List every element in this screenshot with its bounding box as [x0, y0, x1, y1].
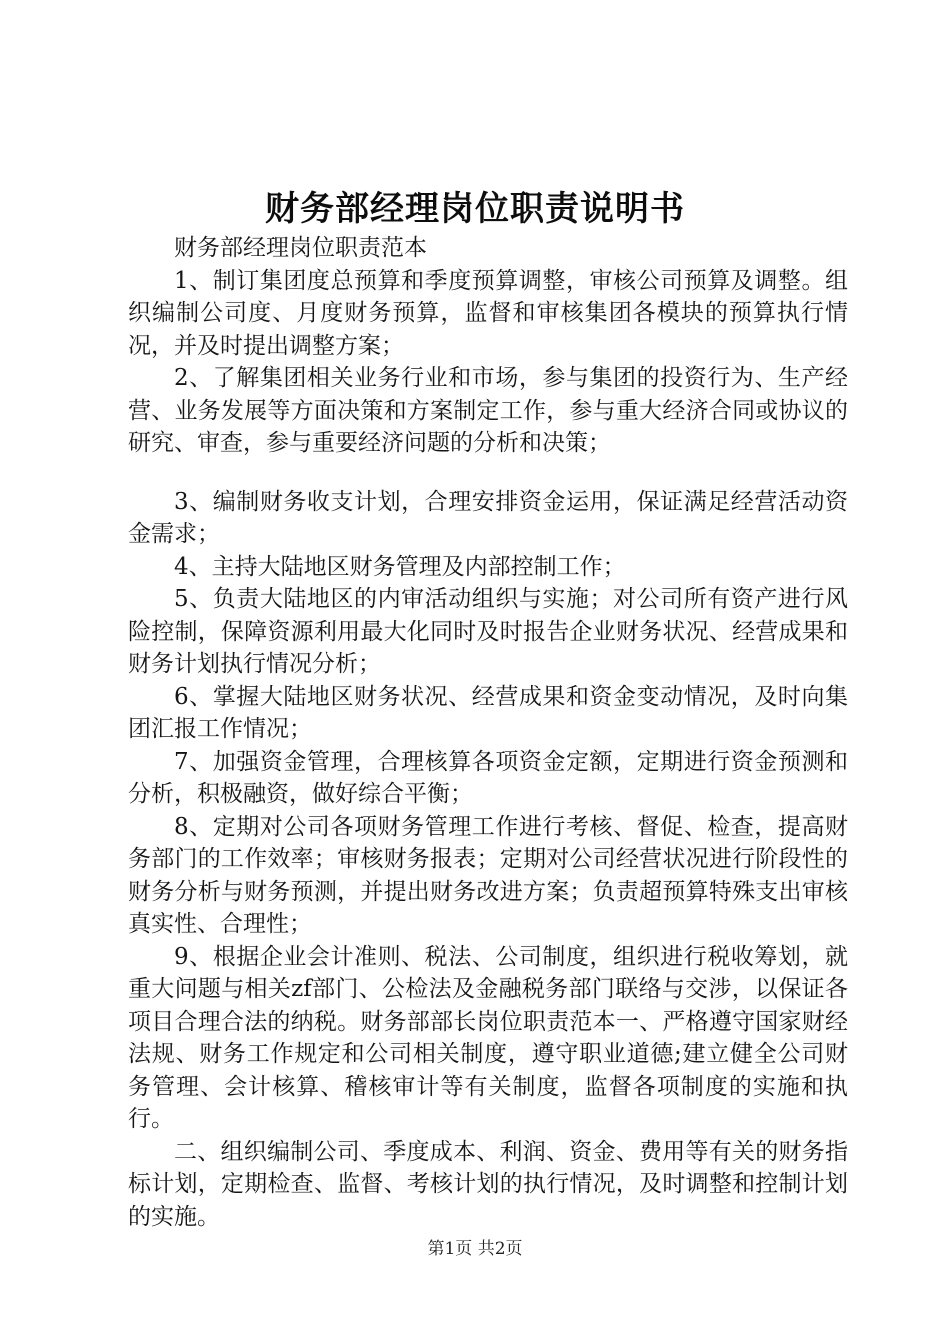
paragraph-item-2: 2、了解集团相关业务行业和市场，参与集团的投资行为、生产经营、业务发展等方面决策和方案制定工作，参与重大经济合同或协议的研究、审查，参与重要经济问题的分析和决策；: [128, 365, 848, 456]
paragraph-item-6: 6、掌握大陆地区财务状况、经营成果和资金变动情况，及时向集团汇报工作情况；: [128, 683, 848, 742]
paragraph-item-1: 1、制订集团度总预算和季度预算调整，审核公司预算及调整。组织编制公司度、月度财务预算，监督和审核集团各模块的预算执行情况，并及时提出调整方案；: [128, 267, 848, 359]
paragraph-item-9: 9、根据企业会计准则、税法、公司制度，组织进行税收筹划，就重大问题与相关zf部门、公检法及金融税务部门联络与交涉，以保证各项目合理合法的纳税。财务部部长岗位职责范本一、严格遵守国家财经法规、财务工作规定和公司相关制度，遵守职业道德;建立健全公司财务管理、会计核算、稽核审计等有关制度，监督各项制度的实施和执行。: [128, 943, 848, 1132]
document-body: [128, 232, 848, 1233]
paragraph-item-5: 5、负责大陆地区的内审活动组织与实施；对公司所有资产进行风险控制，保障资源利用最大化同时及时报告企业财务状况、经营成果和财务计划执行情况分析；: [128, 586, 848, 677]
document-title: 财务部经理岗位职责说明书: [265, 189, 685, 229]
paragraph-item-3: 3、编制财务收支计划，合理安排资金运用，保证满足经营活动资金需求；: [128, 488, 848, 547]
page-number-footer: 第1页 共2页: [427, 1239, 523, 1259]
paragraph-item-8: 8、定期对公司各项财务管理工作进行考核、督促、检查，提高财务部门的工作效率；审核财务报表；定期对公司经营状况进行阶段性的财务分析与财务预测，并提出财务改进方案；负责超预算特殊支出审核真实性、合理性；: [128, 813, 848, 937]
paragraph-item-4: 4、主持大陆地区财务管理及内部控制工作；: [174, 553, 626, 580]
paragraph-item-7: 7、加强资金管理，合理核算各项资金定额，定期进行资金预测和分析，积极融资，做好综合平衡；: [128, 748, 848, 807]
paragraph-heading: 财务部经理岗位职责范本: [174, 235, 427, 261]
paragraph-spacer: [128, 460, 848, 486]
paragraph-item-10: 二、组织编制公司、季度成本、利润、资金、费用等有关的财务指标计划，定期检查、监督、考核计划的执行情况，及时调整和控制计划的实施。: [128, 1138, 848, 1230]
